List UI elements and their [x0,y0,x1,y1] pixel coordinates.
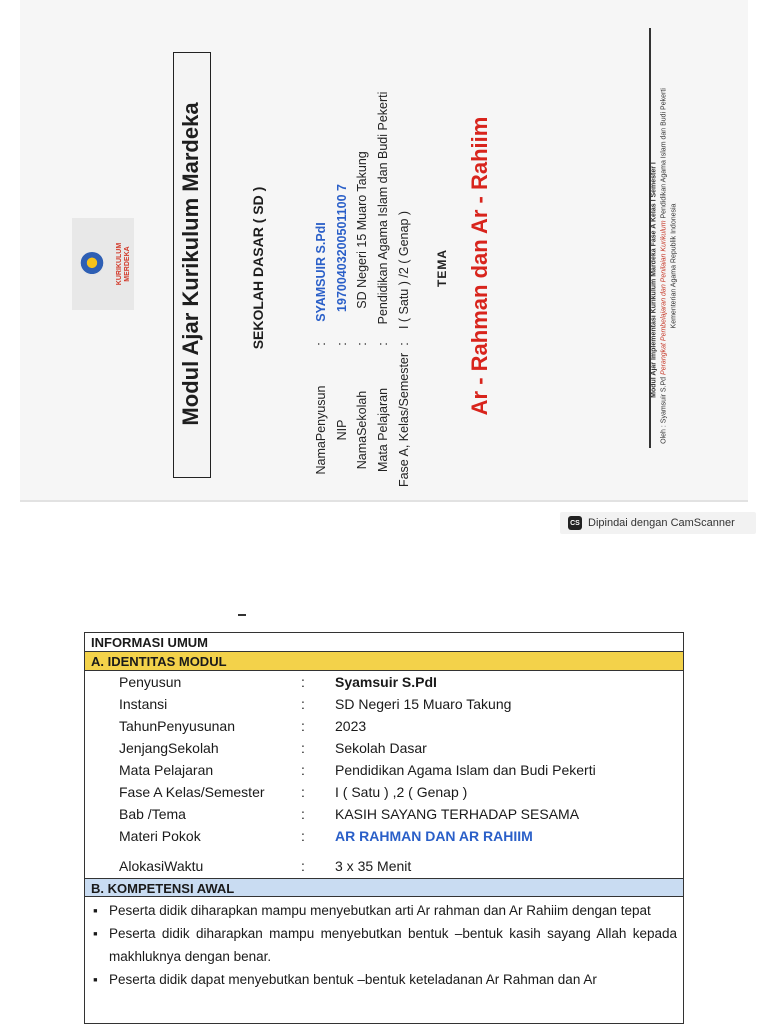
identity-value: 3 x 35 Menit [335,858,412,874]
school-level: SEKOLAH DASAR ( SD ) [250,186,266,350]
identity-colon: : [301,740,305,756]
field-colon: : [355,342,369,346]
identity-row [85,804,683,826]
general-info-header: INFORMASI UMUM [85,633,683,652]
identity-key: Fase A Kelas/Semester [119,784,265,800]
footer-line-3: Kementerian Agama Republik Indonesia [670,203,678,329]
identity-value: I ( Satu ) ,2 ( Genap ) [335,784,468,800]
field-colon: : [335,342,349,346]
identity-colon: : [301,696,305,712]
cover-title: Modul Ajar Kurikulum Mardeka [178,102,203,426]
field-value-penyusun: SYAMSUIR S.PdI [314,222,328,322]
field-label-sekolah: NamaSekolah [355,390,369,470]
logo-text [116,243,132,285]
identity-colon: : [301,718,305,734]
field-value-sekolah: SD Negeri 15 Muaro Takung [355,151,369,309]
bullet-icon: ▪ [93,926,98,941]
identity-key: Materi Pokok [119,828,201,844]
footer-line-2 [661,88,668,444]
identity-value: Pendidikan Agama Islam dan Budi Pekerti [335,762,596,778]
field-value-mapel: Pendidikan Agama Islam dan Budi Pekerti [376,91,390,325]
section-a-header: A. IDENTITAS MODUL [85,652,683,671]
identity-colon: : [301,784,305,800]
identity-value: Syamsuir S.PdI [335,674,437,690]
competency-text: Peserta didik diharapkan mampu menyebutkan bentuk –bentuk kasih sayang Allah kepada makhluknya dengan benar. [109,926,677,964]
identity-key: Instansi [119,696,168,712]
competency-text: Peserta didik diharapkan mampu menyebutkan arti Ar rahman dan Ar Rahiim dengan tepat [109,903,651,918]
identity-row [85,760,683,782]
camscanner-label: Dipindai dengan CamScanner [588,517,735,529]
identity-colon: : [301,828,305,844]
tema-label: TEMA [435,249,449,287]
identity-key: Penyusun [119,674,182,690]
identity-value: 2023 [335,718,367,734]
tema-title: Ar - Rahman dan Ar - Rahiim [467,116,492,416]
identity-list [85,671,683,878]
field-colon: : [314,342,328,346]
list-item [93,922,677,968]
field-value-fase: I ( Satu ) /2 ( Genap ) [397,210,411,330]
bullet-icon: ▪ [93,903,98,918]
identity-colon: : [301,674,305,690]
footer-line-1: Modul Ajar Implementasi Kurikulum Mardeka Fase A Kelas I Semester I [650,162,658,398]
identity-row [85,672,683,694]
identity-value: Sekolah Dasar [335,740,427,756]
list-item [93,899,677,922]
identity-row [85,782,683,804]
section-b-header: B. KOMPETENSI AWAL [85,878,683,897]
scan-mark [238,614,246,616]
field-label-fase: Fase A, Kelas/Semester [397,352,411,488]
field-value-nip: 19700403200501100 7 [335,184,349,312]
field-label-penyusun: NamaPenyusun [314,385,328,475]
identity-row [85,856,683,878]
identity-row [85,694,683,716]
identity-key: Bab /Tema [119,806,186,822]
field-label-nip: NIP [335,419,349,441]
footer-red-text: Perangkat Pembelajaran dan Penilaian Kurikulum [660,220,668,375]
identity-row [85,738,683,760]
identity-row [85,716,683,738]
camscanner-icon: CS [568,516,582,530]
competency-text: Peserta didik dapat menyebutkan bentuk –bentuk keteladanan Ar Rahman dan Ar [109,972,597,987]
identity-key: TahunPenyusunan [119,718,235,734]
footer-subject: Pendidikan Agama Islam dan Budi Pekerti [660,88,668,219]
logo-text-line1: KURIKULUM [116,242,123,286]
module-info-table [84,632,684,1024]
identity-key: AlokasiWaktu [119,858,204,874]
page-divider [20,500,748,502]
kurikulum-merdeka-logo-icon [80,252,104,276]
logo-text-line2: MERDEKA [124,246,131,282]
identity-colon: : [301,762,305,778]
identity-colon: : [301,858,305,874]
bullet-icon: ▪ [93,972,98,987]
identity-value: KASIH SAYANG TERHADAP SESAMA [335,806,580,822]
field-colon: : [397,342,411,346]
identity-colon: : [301,806,305,822]
identity-row [85,826,683,856]
identity-key: Mata Pelajaran [119,762,214,778]
field-label-mapel: Mata Pelajaran [376,387,390,473]
identity-value: AR RAHMAN DAN AR RAHIIM [335,828,533,844]
footer-author: Oleh : Syamsuir S.Pd [660,376,668,444]
list-item [93,968,677,991]
competency-list [85,897,683,991]
identity-value: SD Negeri 15 Muaro Takung [335,696,512,712]
camscanner-watermark [560,512,756,534]
identity-key: JenjangSekolah [119,740,219,756]
field-colon: : [376,342,390,346]
